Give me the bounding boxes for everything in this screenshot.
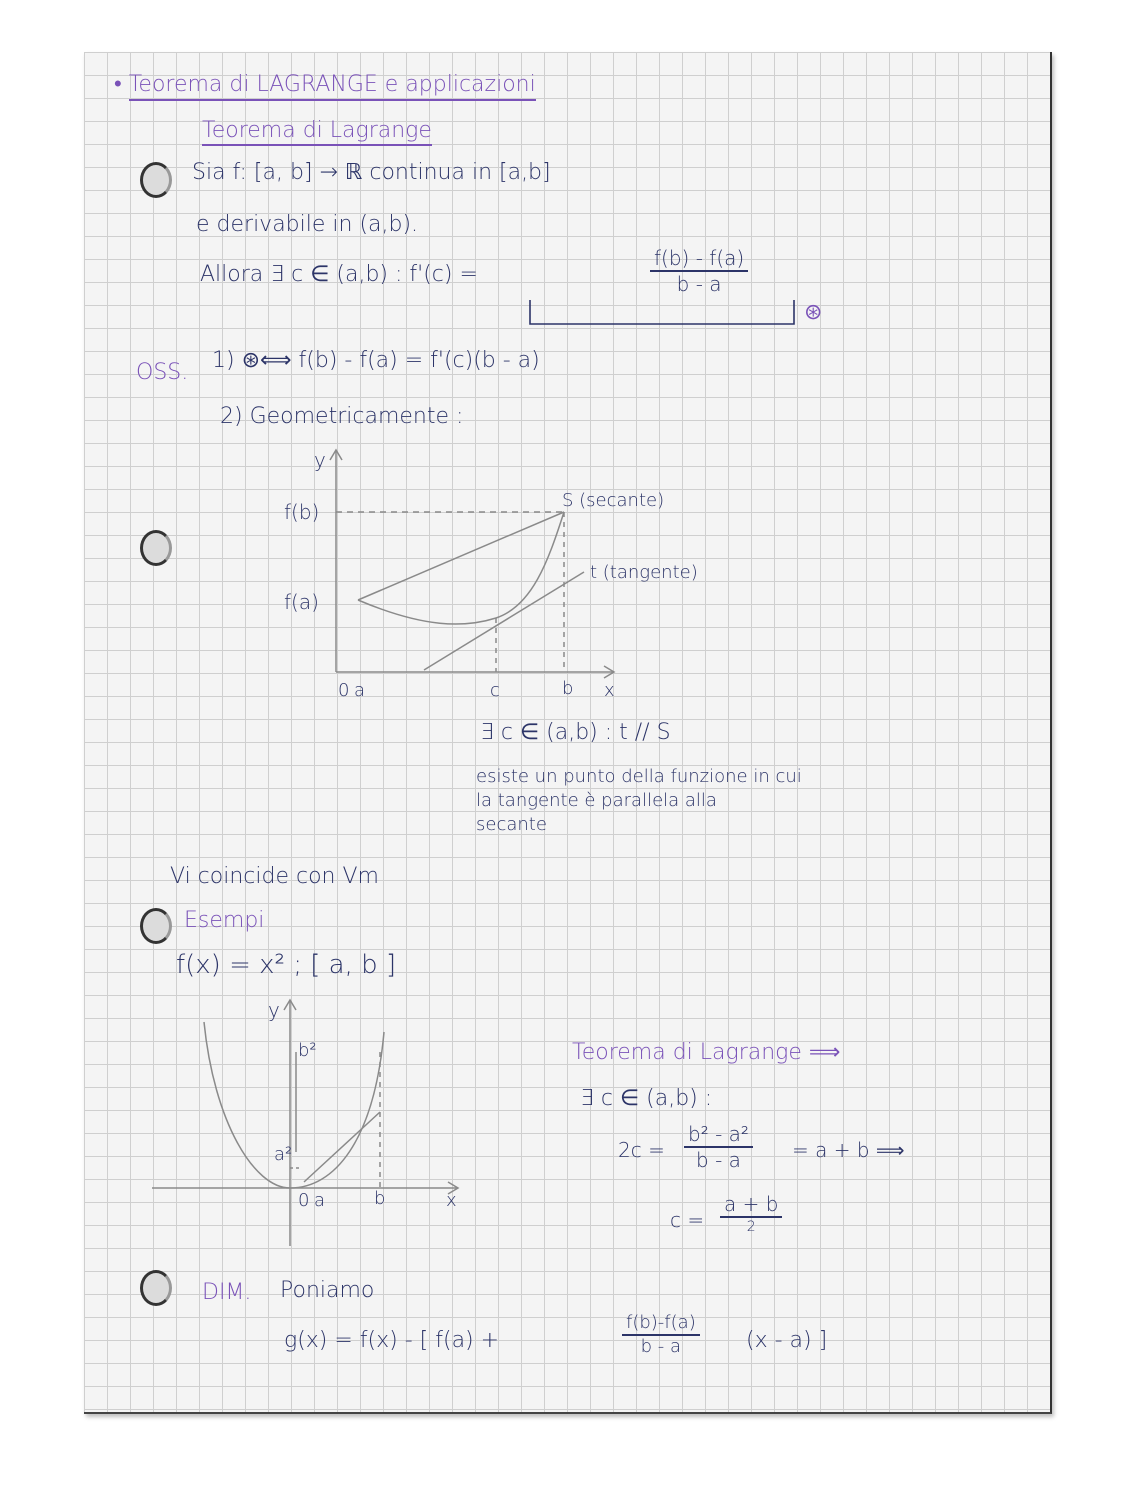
page-title-text: Teorema di LAGRANGE e applicazioni [129,72,536,101]
g-definition-left: g(x) = f(x) - [ f(a) + [284,1328,500,1353]
dim-text: Poniamo [280,1278,375,1303]
theorem-box-line [524,292,804,332]
y-axis-label: y [268,998,280,1022]
fraction-denominator: b - a [696,1148,741,1172]
explain-line-2: la tangente è parallela alla [476,790,717,811]
binder-hole [140,1270,172,1306]
fraction-numerator: a + b [720,1194,782,1218]
oss-item-2: 2) Geometricamente : [220,404,464,429]
star-mark-icon: ⊛ [804,300,823,325]
g-definition-right: (x - a) ] [746,1328,828,1353]
fraction-denominator: b - a [676,272,722,296]
eq2-left: c = [670,1208,705,1232]
a-tick-label: a [314,1190,326,1211]
origin-label: 0 [338,680,350,701]
x-axis-label: x [446,1190,457,1211]
bullet-dot: • [114,72,129,97]
explain-line-1: esiste un punto della funzione in cui [476,766,802,787]
a2-label: a² [274,1144,293,1165]
b-tick-label: b [562,678,574,699]
secant-label: S (secante) [562,490,665,511]
eq1-left: 2c = [618,1138,665,1162]
solution-line-1: Teorema di Lagrange ⟹ [572,1040,841,1065]
binder-hole [140,530,172,566]
fraction-denominator: b - a [640,1336,682,1357]
oss-item-1: 1) ⊛⟺ f(b) - f(a) = f'(c)(b - a) [212,348,540,373]
oss-label: OSS. [136,360,189,385]
dim-label: DIM. [202,1280,252,1305]
esempi-label: Esempi [184,908,265,933]
eq2-fraction [720,1194,782,1234]
fraction-numerator: f(b)-f(a) [622,1314,700,1336]
eq1-right: = a + b ⟹ [792,1138,905,1162]
geometric-statement: ∃ c ∈ (a,b) : t // S [480,720,671,745]
c-tick-label: c [490,680,500,701]
secant-line [304,1112,380,1182]
page-title [114,74,536,96]
g-definition-fraction [622,1314,700,1356]
theorem-line-1: Sia f: [a, b] → ℝ continua in [a,b] [192,160,551,185]
fa-label: f(a) [284,590,319,614]
origin-label: 0 [298,1190,310,1211]
binder-hole [140,162,172,198]
vi-note: Vi coincide con Vm [170,864,379,889]
fb-label: f(b) [284,500,320,524]
y-axis-label: y [314,448,326,472]
solution-line-2: ∃ c ∈ (a,b) : [580,1086,713,1111]
parabola-graph [144,992,474,1252]
notebook-page [84,52,1052,1414]
b2-label: b² [298,1040,317,1061]
x-axis-label: x [604,680,615,701]
eq1-fraction [684,1124,753,1170]
b-tick-label: b [374,1188,386,1209]
fraction-numerator: b² - a² [684,1124,753,1148]
parabola-curve [204,1022,384,1188]
theorem-heading: Teorema di Lagrange [202,120,432,146]
fraction-numerator: f(b) - f(a) [650,248,748,272]
theorem-line-3: Allora ∃ c ∈ (a,b) : f'(c) = [200,262,478,287]
fraction-denominator: 2 [746,1219,756,1235]
explain-line-3: secante [476,814,547,835]
binder-hole [140,908,172,944]
a-tick-label: a [354,680,366,701]
function-curve [358,512,564,624]
tangent-line [424,572,584,670]
theorem-fraction [650,248,748,294]
theorem-line-2: e derivabile in (a,b). [196,212,419,237]
tangent-label: t (tangente) [590,562,698,583]
example-function: f(x) = x² ; [ a, b ] [176,950,397,980]
